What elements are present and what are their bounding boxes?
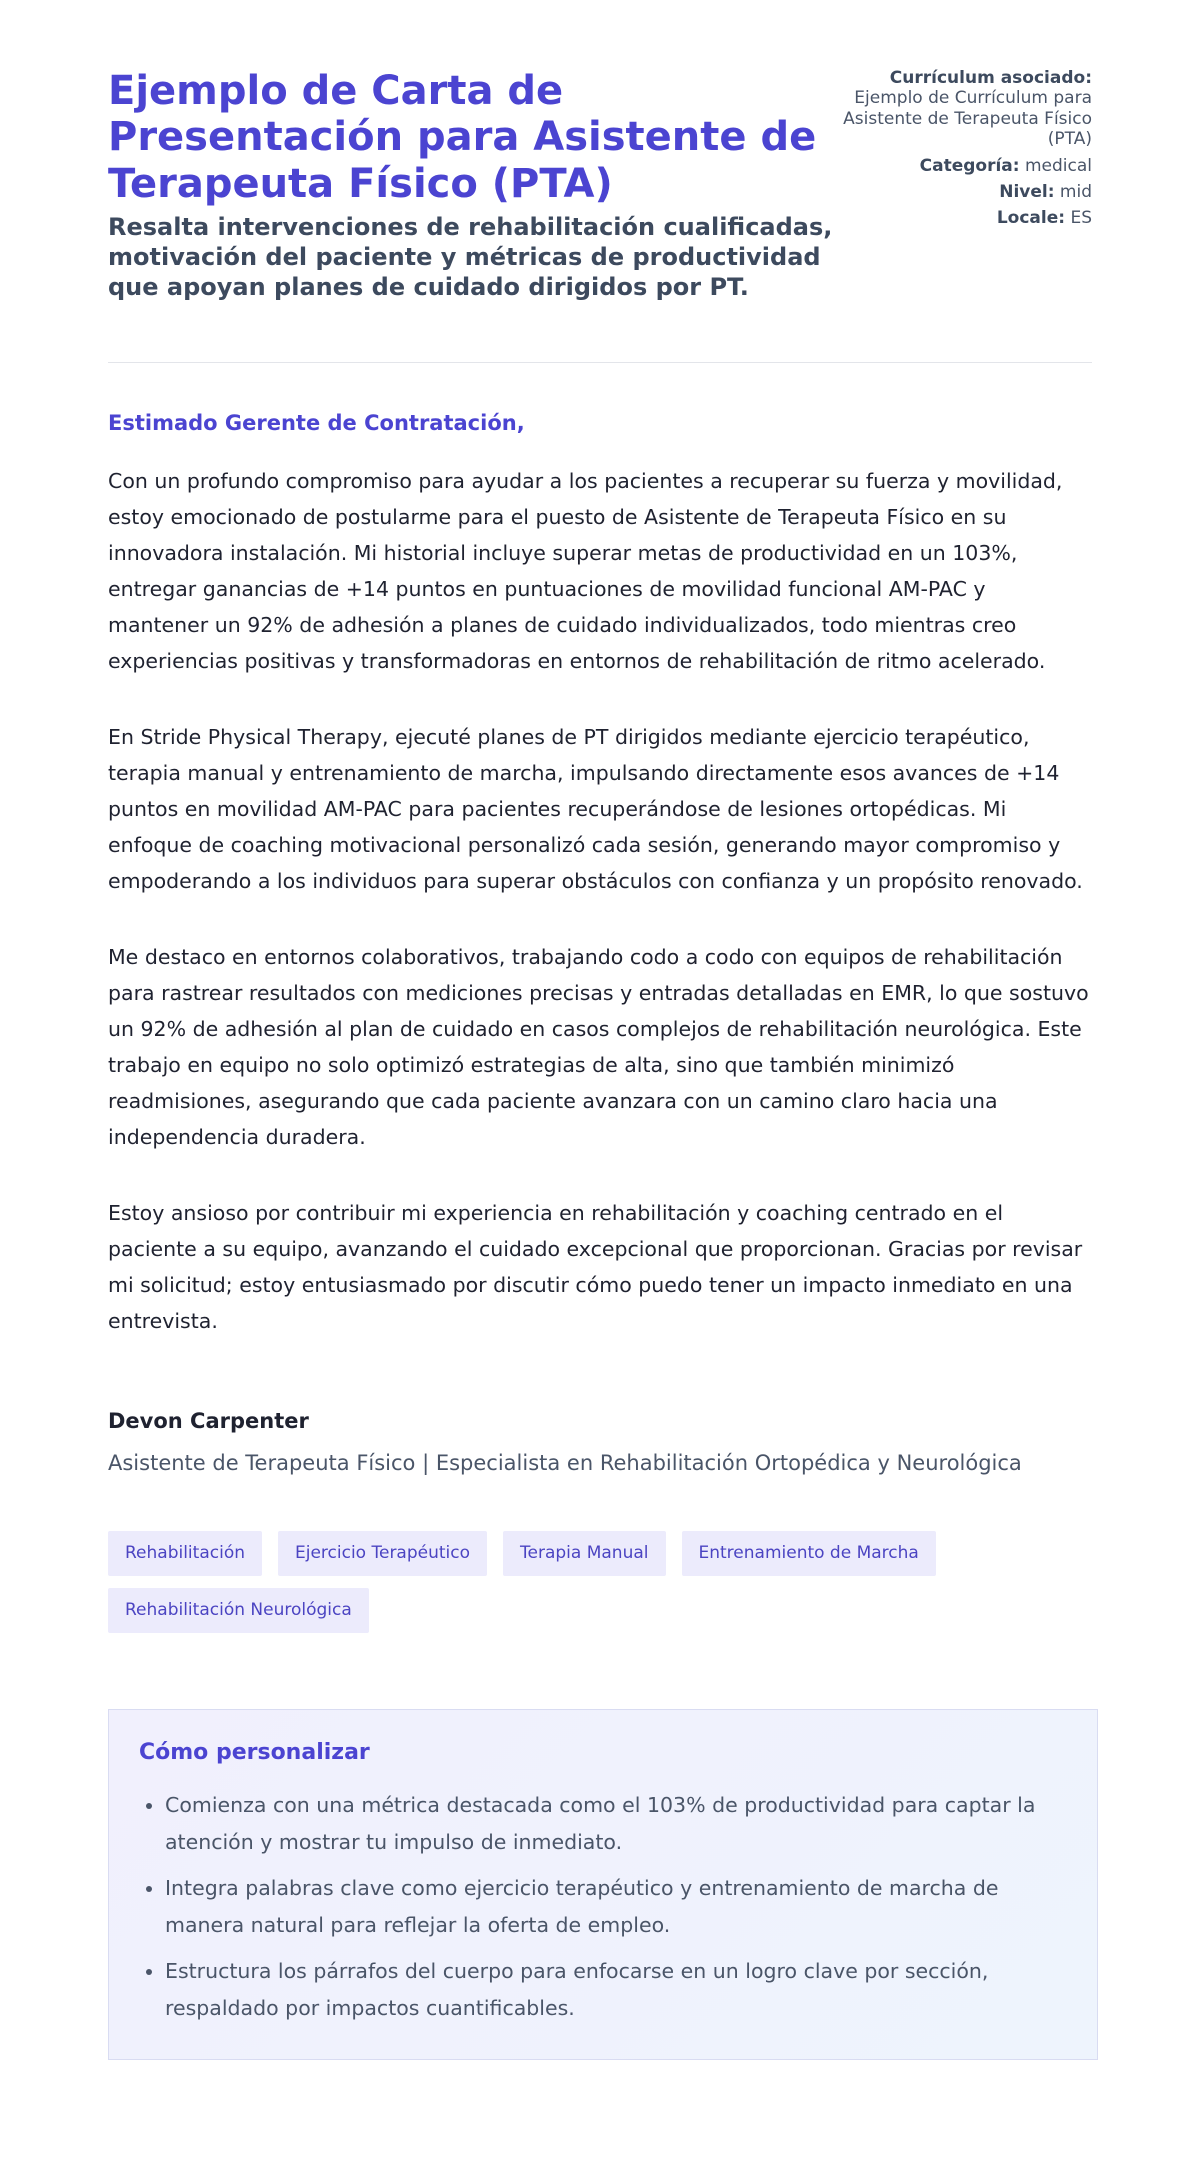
title-block: [108, 68, 838, 302]
skill-tag: Rehabilitación: [108, 1531, 262, 1576]
meta-resume: [832, 68, 1092, 150]
meta-locale-value: ES: [1070, 208, 1092, 229]
letter-paragraph: Estoy ansioso por contribuir mi experiencia en rehabilitación y coaching centrado en el paciente a su equipo, avanzando el cuidado excepcional que proporcionan. Gracias por revisar mi solicitud; estoy entusiasmado por discutir cómo puedo tener un impacto inmediato en una entrevista.: [108, 1201, 1083, 1333]
tips-title: Cómo personalizar: [139, 1740, 370, 1765]
letter-paragraph: En Stride Physical Therapy, ejecuté planes de PT dirigidos mediante ejercicio terapéutico, terapia manual y entrenamiento de marcha, impulsando directamente esos avances de +14 puntos en movilidad AM-PAC para pacientes recuperándose de lesiones ortopédicas. Mi enfoque de coaching motivacional personalizó cada sesión, generando mayor compromiso y empoderando a los individuos para superar obstáculos con confianza y un propósito renovado.: [108, 725, 1083, 893]
tip-item: • Estructura los párrafos del cuerpo para enfocarse en un logro clave por sección, respaldado por impactos cuantificables.: [165, 1953, 1067, 2027]
meta-level: [832, 182, 1092, 202]
meta-locale: [832, 208, 1092, 228]
skill-tag: Ejercicio Terapéutico: [278, 1531, 487, 1576]
skill-tag: Rehabilitación Neurológica: [108, 1588, 369, 1633]
salutation: Estimado Gerente de Contratación,: [108, 411, 525, 435]
metadata-panel: [832, 68, 1092, 235]
meta-level-value: mid: [1059, 181, 1092, 202]
signature-title: Asistente de Terapeuta Físico | Especialista en Rehabilitación Ortopédica y Neurológica: [108, 1451, 1022, 1475]
meta-category-value: medical: [1024, 155, 1092, 176]
letter-body: [108, 411, 1092, 1475]
letter-paragraph: Me destaco en entornos colaborativos, trabajando codo a codo con equipos de rehabilitación para rastrear resultados con mediciones precisas y entradas detalladas en EMR, lo que sostuvo un 92% de adhesión al plan de cuidado en casos complejos de rehabilitación neurológica. Este trabajo en equipo no solo optimizó estrategias de alta, sino que también minimizó readmisiones, asegurando que cada paciente avanzara con un camino claro hacia una independencia duradera.: [108, 945, 1089, 1149]
meta-category: [832, 156, 1092, 176]
skill-tag: Entrenamiento de Marcha: [682, 1531, 936, 1576]
header-divider: [108, 362, 1092, 363]
letter-paragraph: Con un profundo compromiso para ayudar a los pacientes a recuperar su fuerza y movilidad, estoy emocionado de postularme para el puesto de Asistente de Terapeuta Físico en su innovadora instalación. Mi historial incluye superar metas de productividad en un 103%, entregar ganancias de +14 puntos en puntuaciones de movilidad funcional AM-PAC y mantener un 92% de adhesión a planes de cuidado individualizados, todo mientras creo experiencias positivas y transformadoras en entornos de rehabilitación de ritmo acelerado.: [108, 469, 1063, 673]
signature-name: Devon Carpenter: [108, 1409, 309, 1433]
meta-locale-label: Locale:: [996, 208, 1066, 229]
meta-resume-label: Currículum asociado:: [889, 68, 1092, 88]
tip-item: • Integra palabras clave como ejercicio terapéutico y entrenamiento de marcha de manera natural para reflejar la oferta de empleo.: [165, 1870, 1067, 1944]
page-subtitle: Resalta intervenciones de rehabilitación cualificadas, motivación del paciente y métricas de productividad que apoyan planes de cuidado dirigidos por PT.: [108, 213, 833, 301]
tips-list: [139, 1787, 1067, 2027]
meta-level-label: Nivel:: [999, 181, 1055, 202]
meta-category-label: Categoría:: [919, 155, 1020, 176]
page-header: [108, 68, 1092, 362]
customization-tips: [108, 1709, 1098, 2060]
skill-tag: Terapia Manual: [503, 1531, 665, 1576]
tip-item: • Comienza con una métrica destacada como el 103% de productividad para captar la atención y mostrar tu impulso de inmediato.: [165, 1787, 1067, 1861]
page-title: Ejemplo de Carta de Presentación para Asistente de Terapeuta Físico (PTA): [108, 68, 817, 207]
skill-tags: [108, 1531, 1098, 1633]
meta-resume-value: Ejemplo de Currículum para Asistente de Terapeuta Físico (PTA): [843, 88, 1092, 150]
